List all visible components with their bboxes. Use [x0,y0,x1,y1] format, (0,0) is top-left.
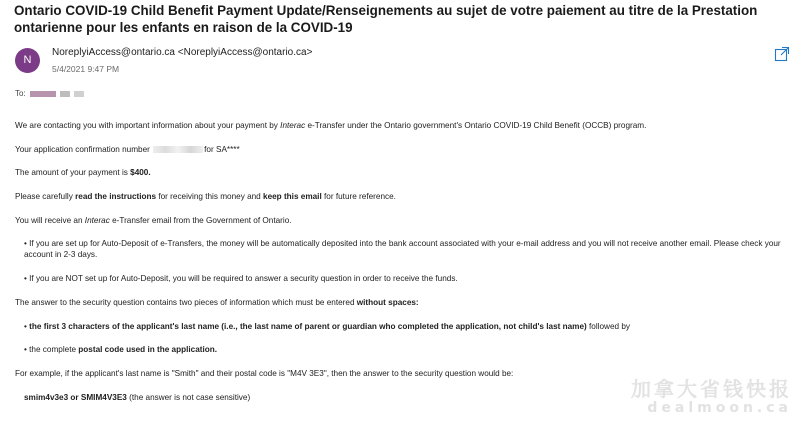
email-subject: Ontario COVID-19 Child Benefit Payment Update/Renseignements au sujet de votre paiement au titre de la Prestation ontarienne pour les enfants en raison de la COVID-19 [14,3,758,35]
popout-icon[interactable] [774,46,790,62]
redacted-recipient [60,91,70,97]
body-paragraph: Your application confirmation number for SA**** [15,144,240,154]
body-paragraph: smim4v3e3 or SMIM4V3E3 (the answer is not case sensitive) [24,392,251,402]
watermark-en: dealmoon.ca [647,400,792,416]
redacted-recipient [30,91,56,97]
body-paragraph: Please carefully read the instructions for receiving this money and keep this email for future reference. [15,192,396,202]
email-body [15,120,790,415]
redacted-confirmation-number [153,146,203,153]
watermark-cn: 加拿大省钱快报 [631,377,792,401]
sent-date: 5/4/2021 9:47 PM [52,64,120,74]
payment-amount: $400. [130,168,151,178]
body-paragraph: The answer to the security question contains two pieces of information which must be entered without spaces: [15,297,419,307]
sender-avatar[interactable]: N [15,48,40,73]
body-paragraph: For example, if the applicant's last name is "Smith" and their postal code is "M4V 3E3", then the answer to the security question would be: [15,368,514,378]
bullet-item: • If you are set up for Auto-Deposit of e-Transfers, the money will be automatically deposited into the bank account associated with your e-mail address and you will not receive another email. Please check your account in 2-3 days. [24,239,781,260]
recipient-line [15,89,84,98]
body-paragraph: We are contacting you with important information about your payment by Interac e-Transfer under the Ontario government's Ontario COVID-19 Child Benefit (OCCB) program. [15,121,647,130]
bullet-item: • the complete postal code used in the application. [24,345,218,355]
sender-address[interactable]: NoreplyiAccess@ontario.ca <NoreplyiAccess@ontario.ca> [52,47,313,58]
bullet-item: • the first 3 characters of the applicant's last name (i.e., the last name of parent or guardian who completed the application, not child's last name) followed by [24,321,630,331]
redacted-recipient [74,91,84,97]
watermark [631,378,792,416]
body-paragraph: You will receive an Interac e-Transfer email from the Government of Ontario. [15,215,292,225]
bullet-item: • If you are NOT set up for Auto-Deposit, you will be required to answer a security question in order to receive the funds. [24,274,458,284]
body-paragraph: The amount of your payment is $400. [15,168,151,178]
to-label: To: [15,89,26,98]
